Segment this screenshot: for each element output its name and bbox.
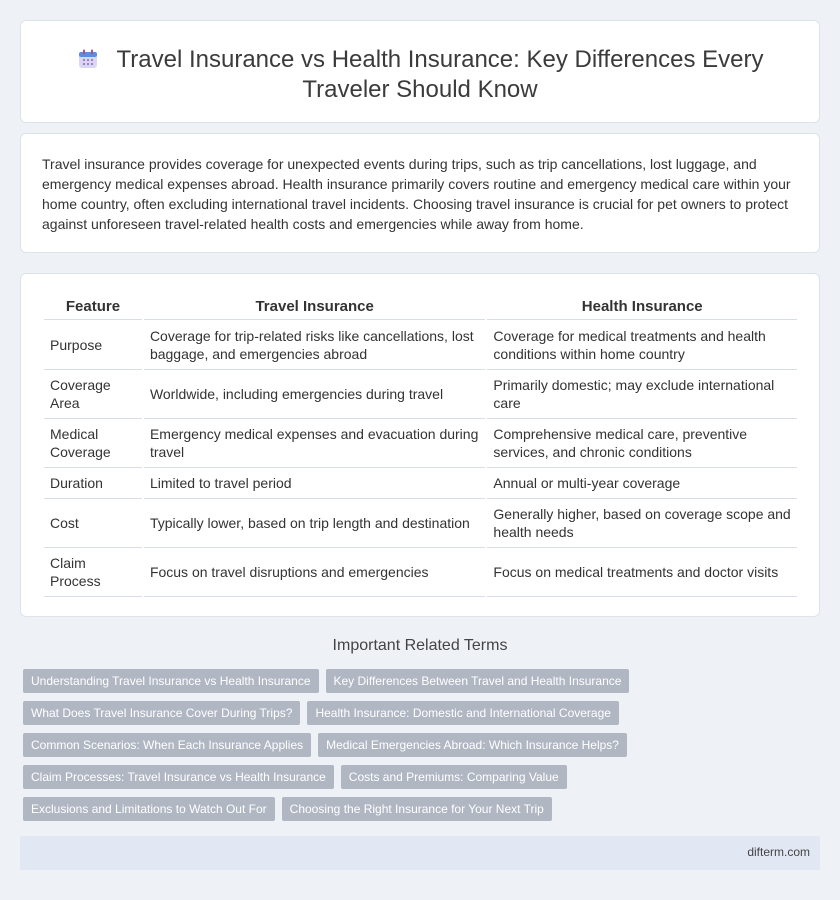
cell-feature: Medical Coverage xyxy=(44,419,142,468)
related-term-tag[interactable]: Common Scenarios: When Each Insurance Applies xyxy=(23,733,311,757)
cell-health: Focus on medical treatments and doctor visits xyxy=(487,548,797,597)
table-row xyxy=(44,548,797,597)
comparison-table-card xyxy=(20,273,820,617)
related-term-tag[interactable]: Understanding Travel Insurance vs Health Insurance xyxy=(23,669,319,693)
cell-travel: Focus on travel disruptions and emergencies xyxy=(144,548,485,597)
page-title xyxy=(21,45,819,105)
footer xyxy=(20,836,820,870)
related-term-tag[interactable]: Claim Processes: Travel Insurance vs Health Insurance xyxy=(23,765,334,789)
header xyxy=(21,45,819,105)
cell-feature: Duration xyxy=(44,468,142,499)
table-row xyxy=(44,370,797,419)
footer-site-link[interactable]: difterm.com xyxy=(747,845,810,859)
table-row xyxy=(44,419,797,468)
intro-card xyxy=(20,133,820,253)
cell-feature: Purpose xyxy=(44,320,142,370)
table-row xyxy=(44,468,797,499)
intro-paragraph: Travel insurance provides coverage for unexpected events during trips, such as trip cancellations, lost luggage, and emergency medical expenses abroad. Health insurance primarily covers routine and emergency medical care within your home country, often excluding international travel incidents. Choosing travel insurance is crucial for pet owners to protect against unforeseen travel-related health costs and emergencies while away from home. xyxy=(42,156,791,232)
page-title-text: Travel Insurance vs Health Insurance: Key Differences Every Traveler Should Know xyxy=(116,46,764,103)
related-terms-list xyxy=(23,669,783,829)
column-header-health: Health Insurance xyxy=(487,294,797,320)
table-row xyxy=(44,499,797,548)
tag-row xyxy=(23,733,783,757)
cell-health: Comprehensive medical care, preventive services, and chronic conditions xyxy=(487,419,797,468)
calendar-icon xyxy=(77,48,99,70)
cell-health: Primarily domestic; may exclude international care xyxy=(487,370,797,419)
cell-feature: Coverage Area xyxy=(44,370,142,419)
cell-health: Coverage for medical treatments and health conditions within home country xyxy=(487,320,797,370)
cell-health: Annual or multi-year coverage xyxy=(487,468,797,499)
related-terms-heading: Important Related Terms xyxy=(332,637,508,654)
tag-row xyxy=(23,669,783,693)
table-header-row xyxy=(44,294,797,320)
cell-health: Generally higher, based on coverage scope and health needs xyxy=(487,499,797,548)
related-term-tag[interactable]: Costs and Premiums: Comparing Value xyxy=(341,765,567,789)
related-term-tag[interactable]: Choosing the Right Insurance for Your Next Trip xyxy=(282,797,552,821)
tag-row xyxy=(23,701,783,725)
comparison-table xyxy=(42,294,799,597)
column-header-feature: Feature xyxy=(44,294,142,320)
related-term-tag[interactable]: Exclusions and Limitations to Watch Out For xyxy=(23,797,275,821)
cell-feature: Cost xyxy=(44,499,142,548)
column-header-travel: Travel Insurance xyxy=(144,294,485,320)
related-term-tag[interactable]: Key Differences Between Travel and Health Insurance xyxy=(326,669,630,693)
related-term-tag[interactable]: What Does Travel Insurance Cover During Trips? xyxy=(23,701,300,725)
cell-travel: Worldwide, including emergencies during travel xyxy=(144,370,485,419)
related-term-tag[interactable]: Health Insurance: Domestic and International Coverage xyxy=(307,701,619,725)
cell-travel: Emergency medical expenses and evacuation during travel xyxy=(144,419,485,468)
tag-row xyxy=(23,797,783,821)
cell-travel: Typically lower, based on trip length and destination xyxy=(144,499,485,548)
related-term-tag[interactable]: Medical Emergencies Abroad: Which Insurance Helps? xyxy=(318,733,627,757)
cell-feature: Claim Process xyxy=(44,548,142,597)
cell-travel: Limited to travel period xyxy=(144,468,485,499)
cell-travel: Coverage for trip-related risks like cancellations, lost baggage, and emergencies abroad xyxy=(144,320,485,370)
header-card xyxy=(20,20,820,123)
table-row xyxy=(44,320,797,370)
tag-row xyxy=(23,765,783,789)
